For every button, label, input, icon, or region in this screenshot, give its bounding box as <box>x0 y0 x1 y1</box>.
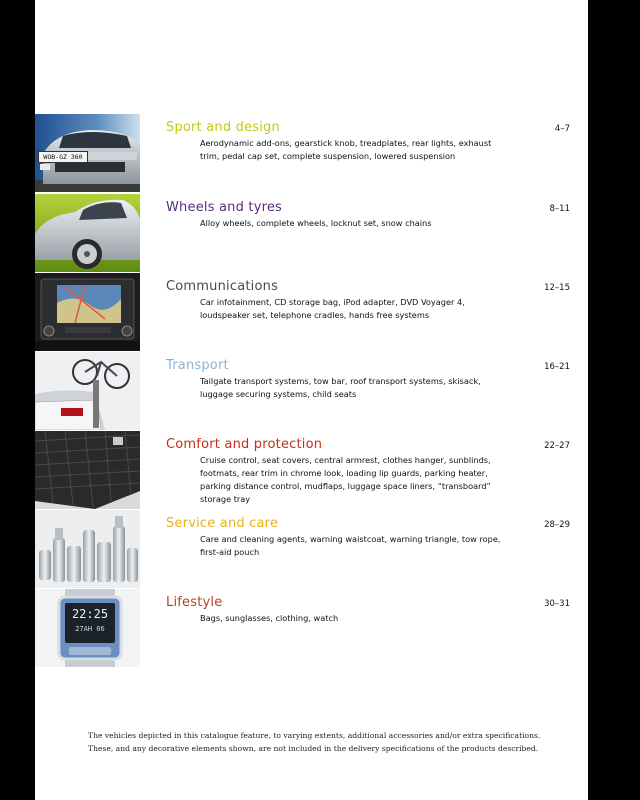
car-side-photo <box>35 194 140 272</box>
page-range-sport: 4–7 <box>554 124 570 134</box>
care-bottles-photo <box>35 510 140 588</box>
section-sport-and-design <box>166 120 576 163</box>
section-title: Wheels and tyres <box>166 200 283 215</box>
section-wheels-and-tyres <box>166 200 576 230</box>
section-comfort-and-protection <box>166 437 576 506</box>
section-description: Tailgate transport systems, tow bar, roof transport systems, skisack, luggage securing systems, child seats <box>200 376 481 399</box>
watch-photo <box>35 589 140 667</box>
bike-carrier-photo <box>35 352 140 430</box>
page-range-lifestyle: 30–31 <box>544 599 570 609</box>
section-title: Sport and design <box>166 120 280 135</box>
car-front-photo <box>35 114 140 192</box>
section-description: Care and cleaning agents, warning waistcoat, warning triangle, tow rope, first-aid pouch <box>200 534 501 557</box>
section-transport <box>166 358 576 401</box>
page-range-comfort: 22–27 <box>544 441 570 451</box>
section-description: Aerodynamic add-ons, gearstick knob, treadplates, rear lights, exhaust trim, pedal cap set, complete suspension, lowered suspension <box>200 138 492 161</box>
section-description: Cruise control, seat covers, central armrest, clothes hanger, sunblinds, footmats, rear trim in chrome look, loading lip guards, parking heater, parking distance control, mudflaps, luggage space liners, “transboard” storage tray <box>200 455 491 504</box>
section-title: Comfort and protection <box>166 437 323 452</box>
section-communications <box>166 279 576 322</box>
disclaimer-text: The vehicles depicted in this catalogue feature, to varying extents, additional accessories and/or extra specifications. These, and any decorative elements shown, are not included in the delivery specifications of the products described. <box>88 731 541 753</box>
page-range-service: 28–29 <box>544 520 570 530</box>
section-lifestyle <box>166 595 576 625</box>
section-description: Bags, sunglasses, clothing, watch <box>200 613 339 623</box>
page-range-communications: 12–15 <box>544 283 570 293</box>
section-title: Communications <box>166 279 279 294</box>
section-description: Car infotainment, CD storage bag, iPod adapter, DVD Voyager 4, loudspeaker set, telephone cradles, hands free systems <box>200 297 465 320</box>
section-description: Alloy wheels, complete wheels, locknut set, snow chains <box>200 218 432 228</box>
section-title: Transport <box>166 358 229 373</box>
page-range-transport: 16–21 <box>544 362 570 372</box>
section-title: Lifestyle <box>166 595 223 610</box>
watch-date: 27AH 06 <box>75 625 105 633</box>
section-title: Service and care <box>166 516 279 531</box>
navigation-unit-photo <box>35 273 140 351</box>
catalogue-page <box>35 0 588 800</box>
footmat-photo <box>35 431 140 509</box>
license-plate: WOB-GZ 360 <box>38 151 88 163</box>
section-service-and-care <box>166 516 576 559</box>
page-range-wheels: 8–11 <box>549 204 570 214</box>
watch-time: 22:25 <box>71 607 109 621</box>
